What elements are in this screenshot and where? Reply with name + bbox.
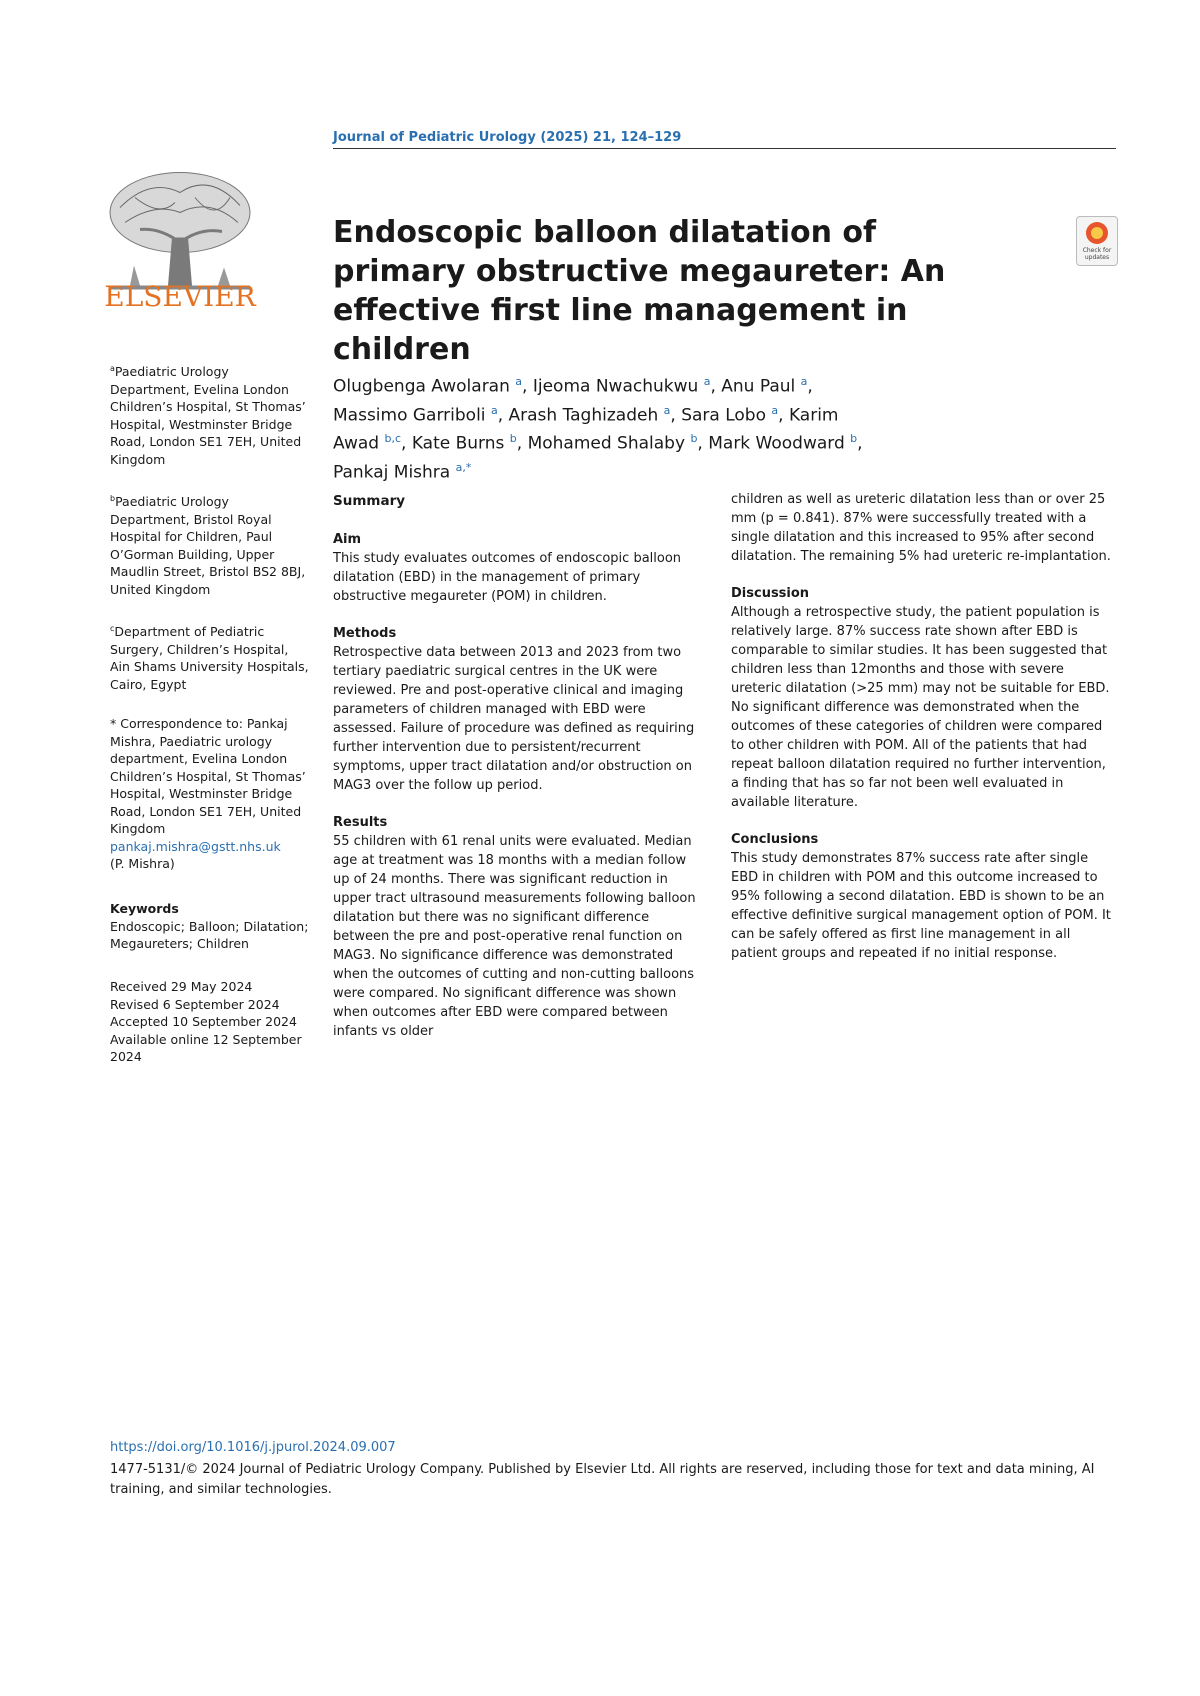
article-title: Endoscopic balloon dilatation of primary obstructive megaureter: An effective first line management in children xyxy=(333,215,946,367)
affiliation-c: $^c$Department of Pediatric Surgery, Children’s Hospital, Ain Shams University Hospitals, Cairo, Egypt xyxy=(110,624,309,692)
check-for-updates-button[interactable] xyxy=(1076,216,1118,266)
copyright-notice: 1477-5131/© 2024 Journal of Pediatric Urology Company. Published by Elsevier Ltd. All rights are reserved, including those for text and data mining, AI training, and similar technologies. xyxy=(110,1462,1095,1497)
correspondence-note: * Correspondence to: Pankaj Mishra, Paediatric urology department, Evelina London Children’s Hospital, St Thomas’ Hospital, Westminster Bridge Road, London SE1 7EH, United Kingdom pankaj.mishra@gstt.nhs.uk (P. Mishra) xyxy=(110,716,306,871)
affiliation-b: $^b$Paediatric Urology Department, Bristol Royal Hospital for Children, Paul O’Gorman Building, Upper Maudlin Street, Bristol BS2 8BJ, United Kingdom xyxy=(110,494,306,597)
affiliation-mark[interactable]: a,* xyxy=(455,460,472,474)
correspondence-email-link[interactable]: pankaj.mishra@gstt.nhs.uk xyxy=(110,838,281,854)
keywords-heading: Keywords xyxy=(110,901,179,916)
discussion-heading: Discussion xyxy=(731,586,810,601)
author-name: Anu Paul xyxy=(721,376,796,397)
author-name: Kate Burns xyxy=(411,433,505,454)
author-name: Olugbenga Awolaran xyxy=(333,376,510,397)
keywords-block xyxy=(110,900,310,953)
doi-link[interactable]: https://doi.org/10.1016/j.jpurol.2024.09.007 xyxy=(110,1440,396,1455)
history-revised: Revised 6 September 2024 xyxy=(110,996,280,1012)
author-name: Sara Lobo xyxy=(681,405,766,426)
discussion-text: Although a retrospective study, the patient population is relatively large. 87% success rate shown after EBD is comparable to similar studies. It has been suggested that children less than 12months and those with severe ureteric dilatation (>25 mm) may not be suitable for EBD. No significant difference was demonstrated when the outcomes of these categories of children were compared to other children with POM. All of the patients that had repeat balloon dilatation required no further intervention, a finding that has so far not been well evaluated in available literature. xyxy=(731,605,1110,810)
affiliation-mark[interactable]: b xyxy=(690,432,698,446)
affiliation-mark[interactable]: a xyxy=(515,375,523,388)
affiliation-mark[interactable]: b,c xyxy=(384,432,401,446)
aim-heading: Aim xyxy=(333,532,362,547)
header-rule xyxy=(333,148,1116,149)
journal-reference[interactable]: Journal of Pediatric Urology (2025) 21, 124–129 xyxy=(333,130,682,145)
author-name: Ijeoma Nwachukwu xyxy=(532,376,699,397)
affiliation-mark[interactable]: a xyxy=(663,403,671,417)
affiliation-mark[interactable]: a xyxy=(490,403,498,417)
author-name: Arash Taghizadeh xyxy=(508,405,659,426)
summary-heading: Summary xyxy=(333,493,406,509)
keywords-text: Endoscopic; Balloon; Dilatation; Megaureters; Children xyxy=(110,918,309,951)
abstract-column-2 xyxy=(731,490,1116,963)
results-text-continued: children as well as ureteric dilatation less than or over 25 mm (p = 0.841). 87% were successfully treated with a single dilatation and this increased to 95% after second dilatation. The remaining 5% had ureteric re-implantation. xyxy=(731,492,1111,564)
author-name: Mark Woodward xyxy=(708,433,845,454)
methods-text: Retrospective data between 2013 and 2023 from two tertiary paediatric surgical centres in the UK were reviewed. Pre and post-operative clinical and imaging parameters of children managed with EBD were assessed. Failure of procedure was defined as requiring further intervention due to persistent/recurrent symptoms, upper tract dilatation and/or obstruction on MAG3 over the follow up period. xyxy=(333,645,695,793)
affiliation-mark[interactable]: b xyxy=(850,432,858,446)
article-history xyxy=(110,978,310,1066)
affiliation-a: $^a$Paediatric Urology Department, Evelina London Children’s Hospital, St Thomas’ Hospital, Westminster Bridge Road, London SE1 7EH, United Kingdom xyxy=(110,364,306,467)
affiliation-mark[interactable]: a xyxy=(703,375,711,388)
updates-label: Check for updates xyxy=(1082,247,1112,261)
affiliation-mark[interactable]: b xyxy=(509,432,517,446)
history-received: Received 29 May 2024 xyxy=(110,979,253,994)
aim-text: This study evaluates outcomes of endoscopic balloon dilatation (EBD) in the management of primary obstructive megaureter (POM) in children. xyxy=(333,551,682,604)
elsevier-wordmark: ELSEVIER xyxy=(104,280,256,313)
affiliation-mark[interactable]: a xyxy=(800,375,808,388)
conclusions-text: This study demonstrates 87% success rate after single EBD in children with POM and this outcome increased to 95% following a second dilatation. EBD is shown to be an effective definitive surgical management option of POM. It can be safely offered as first line management in all patient groups and repeated if no initial response. xyxy=(731,851,1111,961)
affiliation-mark[interactable]: a xyxy=(771,403,779,417)
author-name: Karim Awad xyxy=(333,405,839,454)
results-text: 55 children with 61 renal units were evaluated. Median age at treatment was 18 months with a median follow up of 24 months. There was significant reduction in upper tract ultrasound measurements following balloon dilatation but there was no significant difference between the pre and post-operative renal function on MAG3. No significance difference was demonstrated when the outcomes of cutting and non-cutting balloons were compared. No significant difference was shown when outcomes after EBD were compared between infants vs older xyxy=(333,834,696,1039)
author-name: Massimo Garriboli xyxy=(333,405,486,426)
results-heading: Results xyxy=(333,815,388,830)
author-name: Pankaj Mishra xyxy=(333,462,451,483)
author-name: Mohamed Shalaby xyxy=(527,433,686,454)
history-online: Available online 12 September 2024 xyxy=(110,1031,302,1064)
history-accepted: Accepted 10 September 2024 xyxy=(110,1014,297,1029)
abstract-column-1 xyxy=(333,530,705,1041)
conclusions-heading: Conclusions xyxy=(731,832,819,847)
methods-heading: Methods xyxy=(333,626,397,641)
author-list: Olugbenga Awolaran $^a$, Ijeoma Nwachukwu $^a$, Anu Paul $^a$, Massimo Garriboli $^a$, Arash Taghizadeh $^a$, Sara Lobo $^a$, Karim Awad $^{b,c}$, Kate Burns $^b$, Mohamed Shalaby $^b$, Mark Woodward $^b$, Pankaj Mishra $^{a,*}$ xyxy=(333,375,863,483)
